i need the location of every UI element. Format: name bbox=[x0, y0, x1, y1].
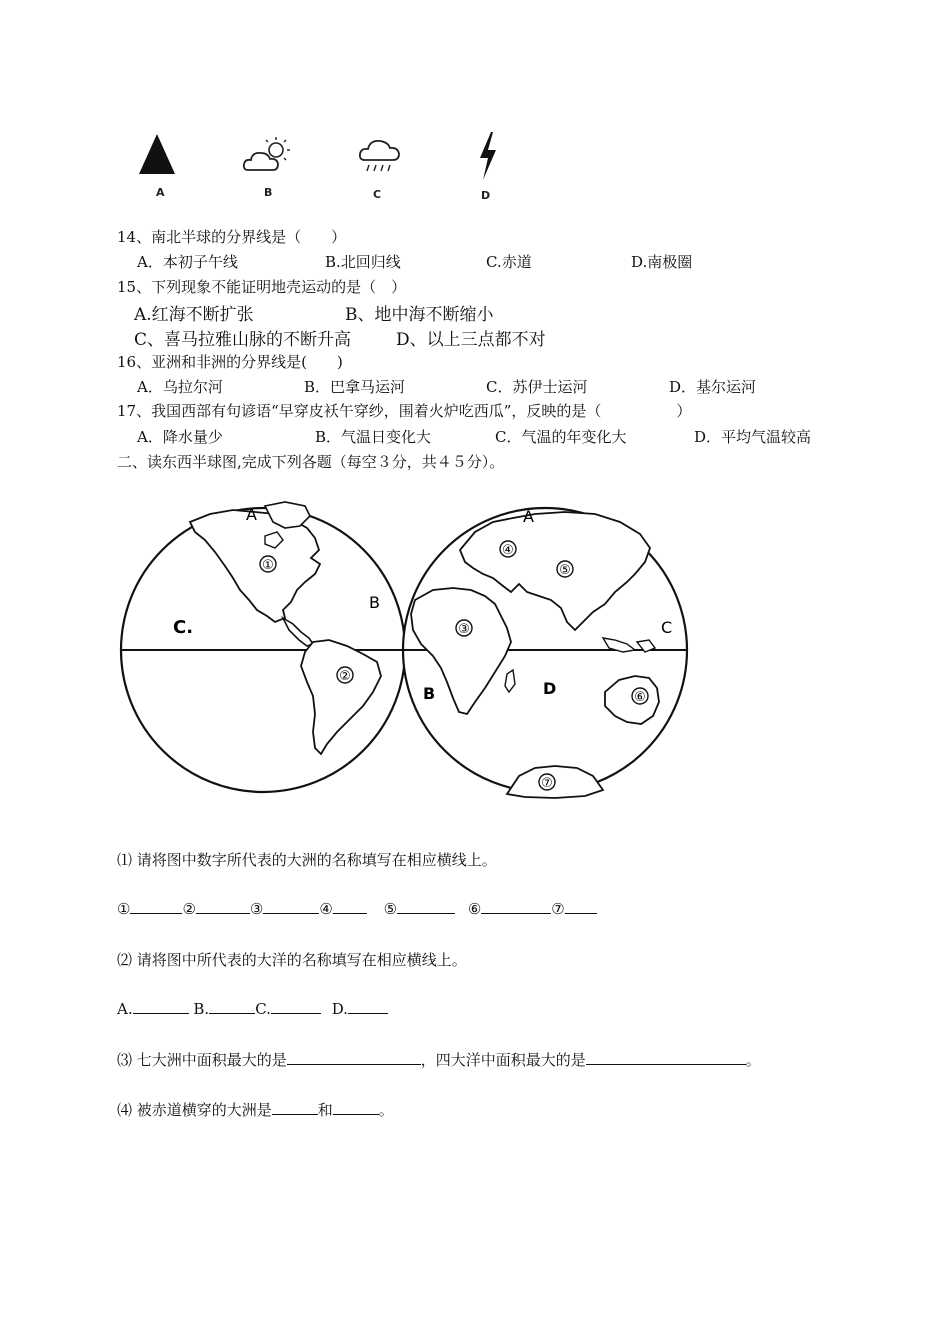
blank-7[interactable] bbox=[565, 899, 597, 914]
east-continent-6: ⑥ bbox=[634, 690, 646, 705]
sun-cloud-icon bbox=[240, 134, 296, 178]
subquestion-3-part1: ⑶ 七大洲中面积最大的是 bbox=[117, 1051, 287, 1069]
question-17-stem: 17、我国西部有句谚语“早穿皮袄午穿纱，围着火炉吃西瓜”，反映的是（ ） bbox=[117, 402, 692, 420]
question-14-stem: 14、南北半球的分界线是（ ） bbox=[117, 228, 347, 246]
mark-4: ④ bbox=[319, 900, 333, 918]
east-continent-7: ⑦ bbox=[541, 776, 553, 791]
q15-option-c: C、喜马拉雅山脉的不断升高 bbox=[134, 330, 352, 350]
blank-5[interactable] bbox=[397, 899, 455, 914]
subquestion-4-part1: ⑷ 被赤道横穿的大洲是 bbox=[117, 1101, 272, 1119]
subquestion-3-part3: 。 bbox=[745, 1051, 761, 1069]
q14-option-c: C.赤道 bbox=[486, 253, 532, 271]
east-continent-3: ③ bbox=[458, 622, 470, 637]
q17-option-c: C．气温的年变化大 bbox=[495, 428, 627, 446]
triangle-icon bbox=[135, 130, 180, 178]
subquestion-4-part3: 。 bbox=[378, 1101, 394, 1119]
ocean-mark-b: B. bbox=[193, 1000, 210, 1018]
hemisphere-map bbox=[115, 492, 695, 810]
west-ocean-c: C. bbox=[173, 617, 194, 638]
question-15-stem: 15、下列现象不能证明地壳运动的是（ ） bbox=[117, 278, 407, 296]
mark-2: ② bbox=[182, 900, 196, 918]
west-continent-2: ② bbox=[339, 669, 351, 684]
blank-6[interactable] bbox=[481, 899, 551, 914]
east-ocean-b: B bbox=[423, 684, 436, 703]
q15-option-a: A.红海不断扩张 bbox=[134, 305, 254, 325]
q14-option-b: B.北回归线 bbox=[325, 253, 401, 271]
blank-1[interactable] bbox=[130, 899, 182, 914]
east-ocean-c: C bbox=[661, 618, 673, 637]
ocean-mark-d: D. bbox=[331, 1000, 348, 1018]
q17-option-a: A．降水量少 bbox=[137, 428, 223, 446]
blank-2[interactable] bbox=[196, 899, 250, 914]
section-2-title: 二、读东西半球图,完成下列各题（每空３分，共４５分）。 bbox=[117, 453, 505, 471]
q15-option-d: D、以上三点都不对 bbox=[396, 330, 546, 350]
largest-ocean-blank[interactable] bbox=[586, 1050, 746, 1065]
q15-option-b: B、地中海不断缩小 bbox=[345, 305, 494, 325]
east-ocean-a: A bbox=[523, 507, 534, 526]
subquestion-3-part2: ，四大洋中面积最大的是 bbox=[420, 1051, 586, 1069]
western-hemisphere bbox=[121, 502, 405, 792]
subquestion-4 bbox=[117, 1099, 394, 1120]
q16-option-b: B．巴拿马运河 bbox=[304, 378, 406, 396]
q16-option-d: D．基尔运河 bbox=[669, 378, 757, 396]
blank-3[interactable] bbox=[263, 899, 319, 914]
mark-7: ⑦ bbox=[551, 900, 565, 918]
eastern-hemisphere bbox=[403, 507, 687, 798]
blank-4[interactable] bbox=[333, 899, 367, 914]
ocean-mark-a: A. bbox=[117, 1000, 133, 1018]
symbol-label-a: A bbox=[156, 186, 165, 199]
q14-option-a: A．本初子午线 bbox=[137, 253, 238, 271]
east-continent-4: ④ bbox=[502, 543, 514, 558]
q16-option-a: A．乌拉尔河 bbox=[137, 378, 223, 396]
ocean-blank-c[interactable] bbox=[271, 999, 321, 1014]
ocean-blank-a[interactable] bbox=[133, 999, 189, 1014]
mark-3: ③ bbox=[249, 900, 264, 918]
east-ocean-d: D bbox=[543, 679, 557, 698]
q17-option-b: B．气温日变化大 bbox=[315, 428, 432, 446]
equator-continent-blank-2[interactable] bbox=[333, 1100, 379, 1115]
subquestion-2-blanks bbox=[117, 999, 388, 1018]
mark-1: ① bbox=[117, 900, 131, 918]
ocean-blank-b[interactable] bbox=[209, 999, 255, 1014]
west-ocean-b: B bbox=[369, 593, 380, 612]
ocean-blank-d[interactable] bbox=[348, 999, 388, 1014]
subquestion-1-blanks bbox=[117, 899, 597, 918]
lightning-icon bbox=[475, 130, 501, 182]
ocean-mark-c: C. bbox=[255, 1000, 271, 1018]
q14-option-d: D.南极圈 bbox=[631, 253, 693, 271]
subquestion-4-part2: 和 bbox=[317, 1101, 333, 1119]
q16-option-c: C．苏伊士运河 bbox=[486, 378, 588, 396]
west-ocean-a: A bbox=[246, 505, 257, 524]
symbol-label-c: C bbox=[373, 188, 382, 201]
rain-cloud-icon bbox=[355, 134, 405, 180]
largest-continent-blank[interactable] bbox=[287, 1050, 421, 1065]
q17-option-d: D．平均气温较高 bbox=[694, 428, 812, 446]
mark-5: ⑤ bbox=[383, 900, 398, 918]
subquestion-1: ⑴ 请将图中数字所代表的大洲的名称填写在相应横线上。 bbox=[117, 851, 497, 869]
mark-6: ⑥ bbox=[467, 900, 482, 918]
subquestion-2: ⑵ 请将图中所代表的大洋的名称填写在相应横线上。 bbox=[117, 951, 467, 969]
symbol-label-b: B bbox=[264, 186, 273, 199]
question-16-stem: 16、亚洲和非洲的分界线是( ) bbox=[117, 353, 343, 371]
symbol-label-d: D bbox=[481, 189, 491, 202]
west-continent-1: ① bbox=[262, 558, 274, 573]
east-continent-5: ⑤ bbox=[559, 563, 571, 578]
equator-continent-blank-1[interactable] bbox=[272, 1100, 318, 1115]
subquestion-3 bbox=[117, 1049, 761, 1070]
